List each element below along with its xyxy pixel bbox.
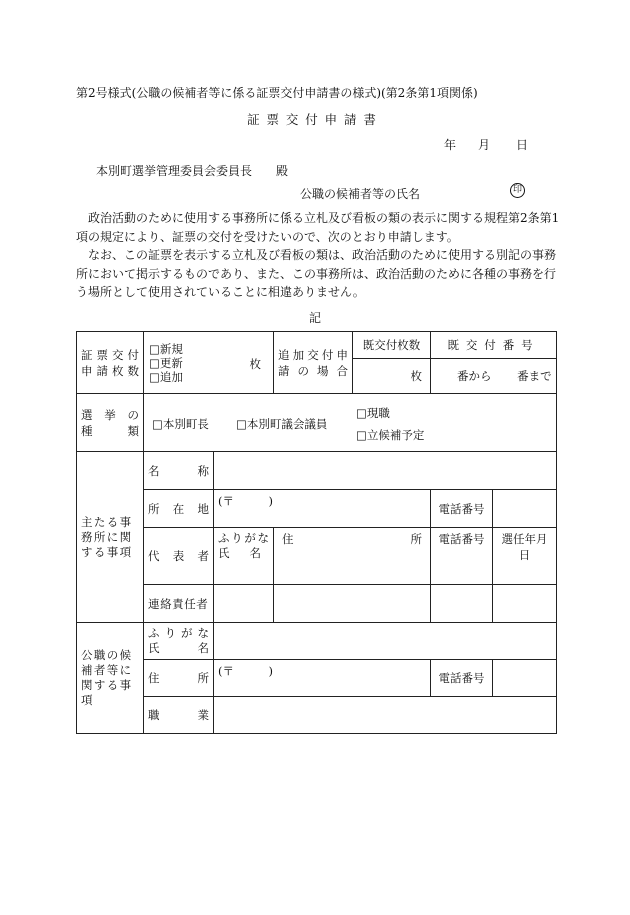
contact-name-field[interactable] [214,585,274,623]
candidate-phone-field[interactable] [493,660,557,697]
candidate-name-label: ふりがな 氏名 [144,623,214,660]
candidate-group-label: 公職の候補者等に関する事項 [77,623,144,734]
issue-count-label: 証票交付 申請枚数 [77,332,144,394]
addressee: 本別町選挙管理委員会委員長 殿 [96,164,289,178]
candidate-phone-label: 電話番号 [431,660,493,697]
issued-count-header: 既交付枚数 [353,332,431,359]
representative-address-field[interactable]: 住所 [274,528,431,585]
contact-address-field[interactable] [274,585,431,623]
checkbox-incumbent[interactable]: □現職 [356,406,390,420]
office-phone-field[interactable] [493,490,557,528]
candidate-address-label: 住所 [144,660,214,697]
issue-type-options [144,332,274,394]
election-type-label: 選挙の 種類 [77,394,144,452]
date-day: 日 [516,138,529,152]
date-year: 年 [444,138,457,152]
candidate-occupation-label: 職業 [144,697,214,734]
additional-issue-label: 追加交付申 請の場合 [274,332,353,394]
issued-number-cell[interactable]: 番から 番まで [431,359,557,394]
body-paragraph-2: なお、この証票を表示する立札及び看板の類は、政治活動のために使用する別記の事務所において掲示するものであり、また、この事務所は、政治活動のために各種の事務を行う場所として使用されていることに相違ありません。 [76,248,557,299]
checkbox-new[interactable]: □新規 [149,341,183,356]
candidate-name-field[interactable] [214,623,557,660]
office-phone-label: 電話番号 [431,490,493,528]
checkbox-mayor[interactable]: □本別町長 [152,417,209,431]
checkbox-council[interactable]: □本別町議会議員 [236,417,328,431]
checkbox-planned[interactable]: □立候補予定 [356,428,425,442]
contact-date-field[interactable] [493,585,557,623]
representative-phone-field[interactable]: 電話番号 [431,528,493,585]
office-group-label: 主たる事務所に関する事項 [77,452,144,623]
date-month: 月 [478,138,491,152]
contact-person-label: 連絡責任者 [144,585,214,623]
office-name-field[interactable] [214,452,557,490]
seal-mark: 印 [510,183,525,198]
count-unit: 枚 [249,357,261,371]
issued-count-cell[interactable]: 枚 [353,359,431,394]
body-paragraph-1: 政治活動のために使用する事務所に係る立札及び看板の類の表示に関する規程第2条第1項の規定により、証票の交付を受けたいので、次のとおり申請します。 [76,211,560,244]
checkbox-add[interactable]: □追加 [149,369,183,384]
office-address-label: 所在地 [144,490,214,528]
office-address-field[interactable]: (〒 ) [214,490,431,528]
document-title: 証票交付申請書 [247,112,383,127]
contact-phone-field[interactable] [431,585,493,623]
representative-name-field[interactable]: ふりがな 氏名 [214,528,274,585]
application-form-table [76,331,557,734]
issued-number-header: 既交付番号 [431,332,557,359]
candidate-address-field[interactable]: (〒 ) [214,660,431,697]
form-number-note: 第2号様式(公職の候補者等に係る証票交付申請書の様式)(第2条第1項関係) [76,86,478,100]
office-name-label: 名称 [144,452,214,490]
checkbox-renew[interactable]: □更新 [149,355,183,370]
election-type-options [144,394,557,452]
representative-label: 代表者 [144,528,214,585]
candidate-occupation-field[interactable] [214,697,557,734]
appointed-date-field[interactable]: 選任年月日 [493,528,557,585]
ki-heading: 記 [308,311,321,325]
applicant-name-label: 公職の候補者等の氏名 [300,187,421,201]
date-line [444,136,528,153]
